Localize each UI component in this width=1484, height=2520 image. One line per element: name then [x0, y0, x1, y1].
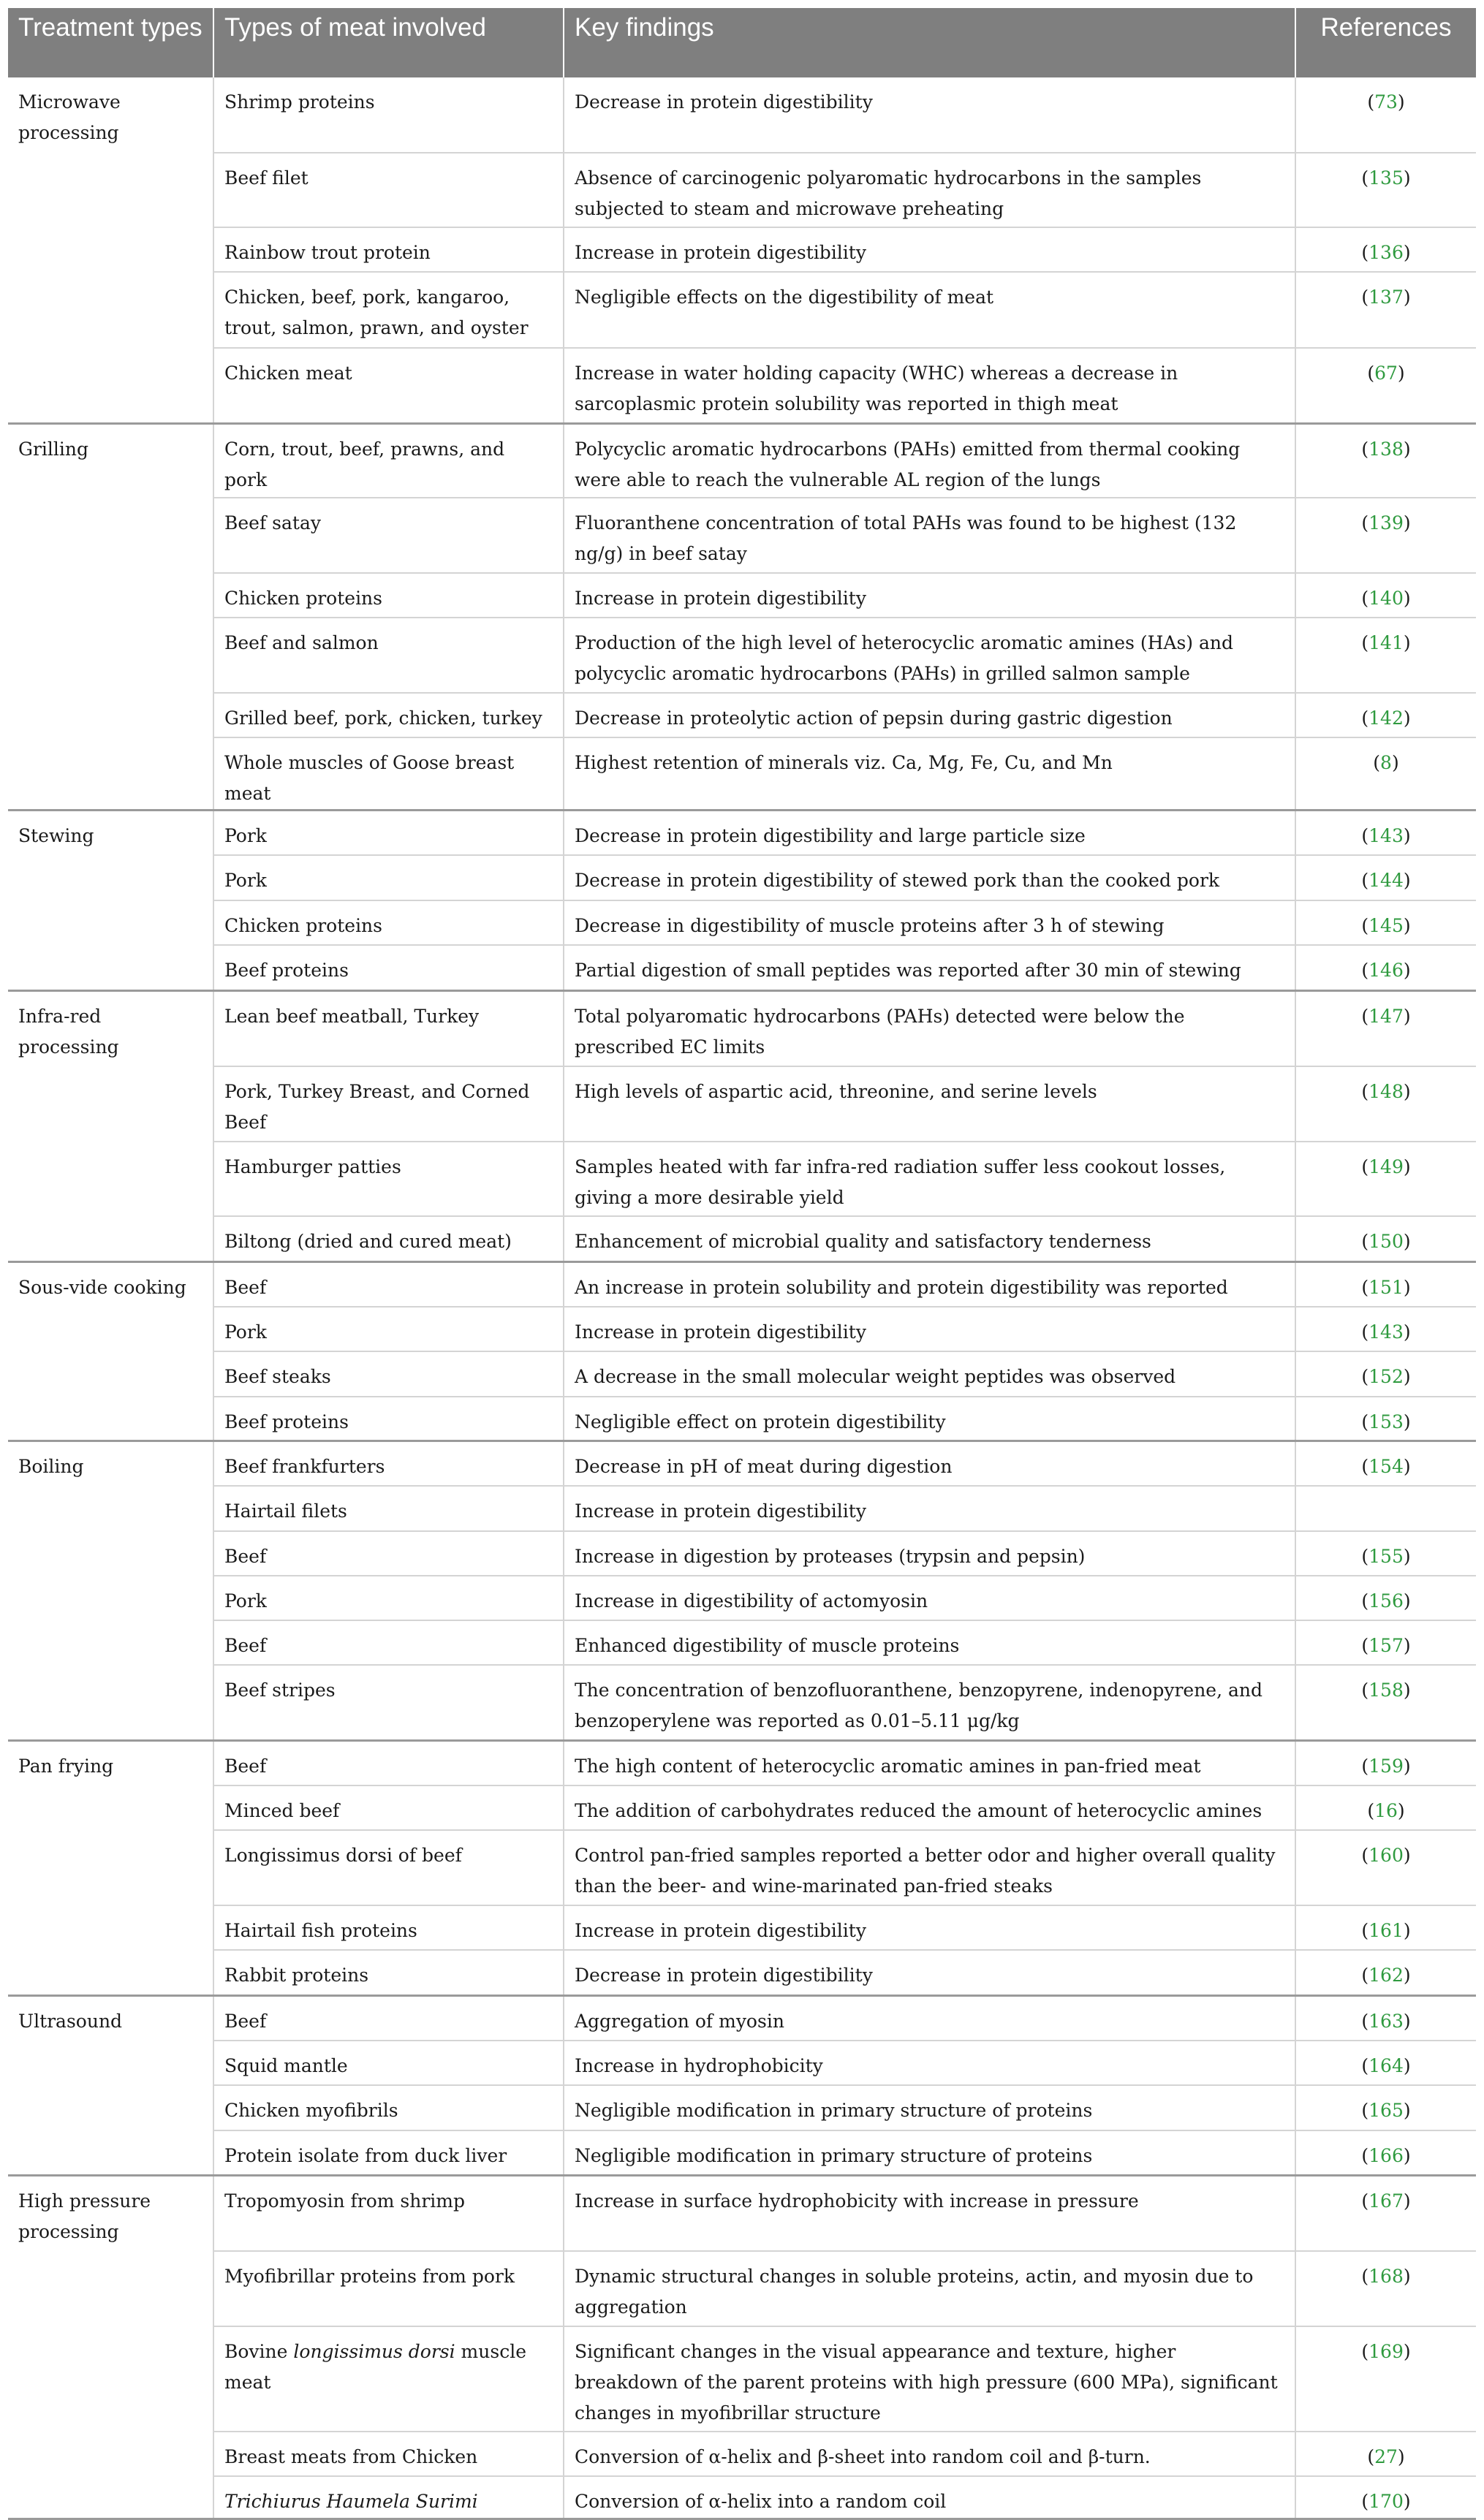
key-finding-cell: Increase in protein digestibility [564, 227, 1295, 272]
table-row [8, 1351, 1476, 1397]
key-finding-cell: A decrease in the small molecular weight peptides was observed [564, 1351, 1295, 1397]
treatment-type-cell: Microwave processing [8, 77, 213, 423]
treatment-type-cell: Stewing [8, 811, 213, 991]
key-finding-cell: Increase in protein digestibility [564, 1307, 1295, 1351]
table-row [8, 1996, 1476, 2041]
meat-type-cell: Whole muscles of Goose breast meat [213, 737, 564, 811]
reference-link[interactable]: 153 [1368, 1411, 1404, 1432]
key-finding-cell: Increase in digestibility of actomyosin [564, 1576, 1295, 1620]
treatment-type-cell: Infra-red processing [8, 991, 213, 1262]
table-row [8, 77, 1476, 153]
reference-cell: (135) [1295, 153, 1476, 227]
meat-type-cell: Corn, trout, beef, prawns, and pork [213, 423, 564, 498]
meat-type-cell: Beef proteins [213, 945, 564, 991]
meat-type-cell: Squid mantle [213, 2041, 564, 2085]
reference-cell: (154) [1295, 1441, 1476, 1486]
treatment-type-cell: Pan frying [8, 1741, 213, 1996]
reference-cell [1295, 1486, 1476, 1531]
key-finding-cell: Control pan-fried samples reported a better odor and higher overall quality than the beer- and wine-marinated pan-fried steaks [564, 1830, 1295, 1905]
meat-treatment-table [8, 8, 1476, 2520]
reference-link[interactable]: 143 [1368, 825, 1404, 846]
key-finding-cell: Total polyaromatic hydrocarbons (PAHs) detected were below the prescribed EC limits [564, 991, 1295, 1066]
table-row [8, 900, 1476, 945]
key-finding-cell: The high content of heterocyclic aromatic amines in pan-fried meat [564, 1741, 1295, 1785]
header-types-of-meat: Types of meat involved [213, 8, 564, 77]
reference-link[interactable]: 151 [1368, 1277, 1404, 1298]
table-row [8, 945, 1476, 991]
reference-link[interactable]: 144 [1368, 869, 1404, 891]
treatment-type-cell: Ultrasound [8, 1996, 213, 2176]
reference-link[interactable]: 166 [1368, 2144, 1404, 2166]
reference-cell: (164) [1295, 2041, 1476, 2085]
key-finding-cell: Negligible effect on protein digestibility [564, 1397, 1295, 1441]
meat-type-cell: Longissimus dorsi of beef [213, 1830, 564, 1905]
table-row [8, 1665, 1476, 1741]
table-row [8, 1441, 1476, 1486]
key-finding-cell: Decrease in protein digestibility and large particle size [564, 811, 1295, 855]
key-finding-cell: Negligible modification in primary structure of proteins [564, 2085, 1295, 2130]
reference-cell: (145) [1295, 900, 1476, 945]
table-row [8, 1142, 1476, 1216]
meat-type-cell: Beef proteins [213, 1397, 564, 1441]
meat-type-text: muscle meat [224, 2340, 526, 2393]
reference-cell: (155) [1295, 1531, 1476, 1576]
reference-cell: (160) [1295, 1830, 1476, 1905]
meat-type-cell: Beef steaks [213, 1351, 564, 1397]
table-row [8, 855, 1476, 900]
reference-link[interactable]: 139 [1368, 512, 1404, 534]
reference-cell: (151) [1295, 1262, 1476, 1307]
reference-link[interactable]: 162 [1368, 1964, 1404, 1986]
meat-type-cell: Chicken meat [213, 348, 564, 423]
table-row [8, 498, 1476, 573]
key-finding-cell: Negligible effects on the digestibility of meat [564, 272, 1295, 348]
meat-type-cell: Chicken myofibrils [213, 2085, 564, 2130]
reference-cell: (170) [1295, 2476, 1476, 2519]
reference-cell: (137) [1295, 272, 1476, 348]
reference-cell: (157) [1295, 1620, 1476, 1665]
key-finding-cell: An increase in protein solubility and protein digestibility was reported [564, 1262, 1295, 1307]
key-finding-cell: Decrease in digestibility of muscle proteins after 3 h of stewing [564, 900, 1295, 945]
meat-type-cell: Hairtail fish proteins [213, 1905, 564, 1950]
table-body [8, 77, 1476, 2519]
reference-link[interactable]: 67 [1374, 363, 1398, 384]
reference-cell: (153) [1295, 1397, 1476, 1441]
reference-cell: (144) [1295, 855, 1476, 900]
meat-type-text: Bovine [224, 2340, 294, 2362]
meat-type-cell: Chicken proteins [213, 573, 564, 618]
table-row [8, 1620, 1476, 1665]
meat-type-cell: Beef [213, 1262, 564, 1307]
meat-type-cell: Minced beef [213, 1785, 564, 1830]
meat-type-cell: Beef satay [213, 498, 564, 573]
table-row [8, 1397, 1476, 1441]
key-finding-cell: Increase in hydrophobicity [564, 2041, 1295, 2085]
reference-link[interactable]: 146 [1368, 959, 1404, 981]
meat-type-cell: Grilled beef, pork, chicken, turkey [213, 693, 564, 737]
key-finding-cell: The addition of carbohydrates reduced the amount of heterocyclic amines [564, 1785, 1295, 1830]
key-finding-cell: Absence of carcinogenic polyaromatic hydrocarbons in the samples subjected to steam and microwave preheating [564, 153, 1295, 227]
meat-type-cell: Protein isolate from duck liver [213, 2130, 564, 2176]
key-finding-cell: Decrease in protein digestibility [564, 77, 1295, 153]
meat-type-cell: Beef filet [213, 153, 564, 227]
table-row [8, 573, 1476, 618]
key-finding-cell: Increase in digestion by proteases (trypsin and pepsin) [564, 1531, 1295, 1576]
table-row [8, 2326, 1476, 2432]
table-row [8, 1066, 1476, 1142]
key-finding-cell: Decrease in pH of meat during digestion [564, 1441, 1295, 1486]
reference-cell: (147) [1295, 991, 1476, 1066]
meat-type-cell: Beef stripes [213, 1665, 564, 1741]
reference-cell: (139) [1295, 498, 1476, 573]
key-finding-cell: Dynamic structural changes in soluble proteins, actin, and myosin due to aggregation [564, 2251, 1295, 2326]
key-finding-cell: Significant changes in the visual appearance and texture, higher breakdown of the parent proteins with high pressure (600 MPa), significant changes in myofibrillar structure [564, 2326, 1295, 2432]
reference-cell: (136) [1295, 227, 1476, 272]
table-row [8, 2176, 1476, 2251]
key-finding-cell: Highest retention of minerals viz. Ca, Mg, Fe, Cu, and Mn [564, 737, 1295, 811]
reference-link[interactable]: 161 [1368, 1919, 1404, 1941]
reference-cell: (168) [1295, 2251, 1476, 2326]
reference-link[interactable]: 140 [1368, 588, 1404, 609]
meat-type-cell: Chicken, beef, pork, kangaroo, trout, salmon, prawn, and oyster [213, 272, 564, 348]
table-row [8, 737, 1476, 811]
reference-link[interactable]: 148 [1368, 1080, 1404, 1102]
reference-link[interactable]: 156 [1368, 1590, 1404, 1612]
table-row [8, 348, 1476, 423]
reference-link[interactable]: 136 [1368, 242, 1404, 263]
header-key-findings: Key findings [564, 8, 1295, 77]
reference-cell: (67) [1295, 348, 1476, 423]
key-finding-cell: Conversion of α-helix and β-sheet into random coil and β-turn. [564, 2432, 1295, 2476]
reference-cell: (159) [1295, 1741, 1476, 1785]
key-finding-cell: Partial digestion of small peptides was reported after 30 min of stewing [564, 945, 1295, 991]
meat-type-cell: Pork [213, 1576, 564, 1620]
meat-type-italic: longissimus dorsi [293, 2340, 455, 2362]
meat-type-cell: Hamburger patties [213, 1142, 564, 1216]
reference-link[interactable]: 152 [1368, 1365, 1404, 1387]
table-row [8, 423, 1476, 498]
reference-link[interactable]: 154 [1368, 1456, 1404, 1477]
key-finding-cell: Polycyclic aromatic hydrocarbons (PAHs) emitted from thermal cooking were able to reach the vulnerable AL region of the lungs [564, 423, 1295, 498]
table-row [8, 2085, 1476, 2130]
treatment-type-cell: High pressure processing [8, 2176, 213, 2519]
reference-link[interactable]: 147 [1368, 1006, 1404, 1027]
meat-type-cell: Beef and salmon [213, 618, 564, 693]
reference-cell: (156) [1295, 1576, 1476, 1620]
reference-link[interactable]: 27 [1374, 2445, 1398, 2467]
meat-type-cell [213, 2476, 564, 2519]
reference-link[interactable]: 159 [1368, 1756, 1404, 1777]
table-row [8, 618, 1476, 693]
header-references: References [1295, 8, 1476, 77]
key-finding-cell: Increase in protein digestibility [564, 1486, 1295, 1531]
key-finding-cell: Conversion of α-helix into a random coil [564, 2476, 1295, 2519]
reference-link[interactable]: 8 [1380, 752, 1392, 773]
reference-link[interactable]: 158 [1368, 1679, 1404, 1701]
reference-link[interactable]: 137 [1368, 286, 1404, 308]
reference-link[interactable]: 155 [1368, 1545, 1404, 1567]
reference-cell: (152) [1295, 1351, 1476, 1397]
key-finding-cell: Increase in protein digestibility [564, 573, 1295, 618]
header-row [8, 8, 1476, 77]
reference-cell: (149) [1295, 1142, 1476, 1216]
table-row [8, 811, 1476, 855]
table-row [8, 1576, 1476, 1620]
reference-cell: (16) [1295, 1785, 1476, 1830]
reference-cell: (148) [1295, 1066, 1476, 1142]
table-row [8, 1262, 1476, 1307]
reference-link[interactable]: 149 [1368, 1155, 1404, 1177]
table-row [8, 153, 1476, 227]
meat-type-cell: Rabbit proteins [213, 1950, 564, 1996]
reference-link[interactable]: 157 [1368, 1634, 1404, 1656]
reference-cell: (73) [1295, 77, 1476, 153]
meat-type-cell: Shrimp proteins [213, 77, 564, 153]
reference-cell: (166) [1295, 2130, 1476, 2176]
meat-type-cell: Tropomyosin from shrimp [213, 2176, 564, 2251]
reference-link[interactable]: 142 [1368, 707, 1404, 729]
key-finding-cell: Aggregation of myosin [564, 1996, 1295, 2041]
reference-cell: (27) [1295, 2432, 1476, 2476]
table-row [8, 693, 1476, 737]
key-finding-cell: Decrease in protein digestibility of stewed pork than the cooked pork [564, 855, 1295, 900]
meat-type-cell: Hairtail filets [213, 1486, 564, 1531]
reference-link[interactable]: 163 [1368, 2011, 1404, 2032]
table-row [8, 1741, 1476, 1785]
key-finding-cell: Enhanced digestibility of muscle proteins [564, 1620, 1295, 1665]
key-finding-cell: Decrease in protein digestibility [564, 1950, 1295, 1996]
reference-link[interactable]: 160 [1368, 1844, 1404, 1866]
reference-cell: (143) [1295, 1307, 1476, 1351]
reference-link[interactable]: 170 [1368, 2490, 1404, 2512]
key-finding-cell: Production of the high level of heterocyclic aromatic amines (HAs) and polycyclic aromatic hydrocarbons (PAHs) in grilled salmon sample [564, 618, 1295, 693]
table-row [8, 1486, 1476, 1531]
meat-type-cell: Pork [213, 855, 564, 900]
meat-type-cell: Beef [213, 1996, 564, 2041]
key-finding-cell: Samples heated with far infra-red radiation suffer less cookout losses, giving a more desirable yield [564, 1142, 1295, 1216]
meat-type-cell: Beef frankfurters [213, 1441, 564, 1486]
meat-type-cell: Breast meats from Chicken [213, 2432, 564, 2476]
key-finding-cell: Fluoranthene concentration of total PAHs was found to be highest (132 ng/g) in beef satay [564, 498, 1295, 573]
reference-link[interactable]: 150 [1368, 1230, 1404, 1252]
reference-cell: (143) [1295, 811, 1476, 855]
key-finding-cell: Increase in protein digestibility [564, 1905, 1295, 1950]
reference-cell: (167) [1295, 2176, 1476, 2251]
key-finding-cell: High levels of aspartic acid, threonine, and serine levels [564, 1066, 1295, 1142]
key-finding-cell: Enhancement of microbial quality and satisfactory tenderness [564, 1216, 1295, 1262]
meat-type-cell: Pork, Turkey Breast, and Corned Beef [213, 1066, 564, 1142]
table-row [8, 1905, 1476, 1950]
reference-cell: (169) [1295, 2326, 1476, 2432]
key-finding-cell: The concentration of benzofluoranthene, benzopyrene, indenopyrene, and benzoperylene was reported as 0.01–5.11 μg/kg [564, 1665, 1295, 1741]
table-row [8, 1531, 1476, 1576]
key-finding-cell: Increase in surface hydrophobicity with increase in pressure [564, 2176, 1295, 2251]
reference-link[interactable]: 145 [1368, 914, 1404, 936]
meat-type-cell: Biltong (dried and cured meat) [213, 1216, 564, 1262]
reference-link[interactable]: 169 [1368, 2340, 1404, 2362]
reference-cell: (150) [1295, 1216, 1476, 1262]
key-finding-cell: Negligible modification in primary structure of proteins [564, 2130, 1295, 2176]
table-row [8, 991, 1476, 1066]
table-row [8, 1950, 1476, 1996]
treatment-type-cell: Sous-vide cooking [8, 1262, 213, 1441]
table-row [8, 2041, 1476, 2085]
table-row [8, 1307, 1476, 1351]
meat-type-cell: Beef [213, 1741, 564, 1785]
reference-link[interactable]: 73 [1374, 91, 1398, 113]
reference-cell: (158) [1295, 1665, 1476, 1741]
reference-cell: (8) [1295, 737, 1476, 811]
meat-type-cell: Lean beef meatball, Turkey [213, 991, 564, 1066]
reference-link[interactable]: 16 [1374, 1799, 1398, 1821]
meat-type-cell: Beef [213, 1531, 564, 1576]
reference-link[interactable]: 143 [1368, 1321, 1404, 1343]
reference-cell: (163) [1295, 1996, 1476, 2041]
table-row [8, 2432, 1476, 2476]
reference-cell: (161) [1295, 1905, 1476, 1950]
reference-cell: (146) [1295, 945, 1476, 991]
meat-type-cell: Pork [213, 1307, 564, 1351]
reference-cell: (162) [1295, 1950, 1476, 1996]
table-row [8, 1830, 1476, 1905]
key-finding-cell: Decrease in proteolytic action of pepsin during gastric digestion [564, 693, 1295, 737]
treatment-type-cell: Boiling [8, 1441, 213, 1741]
reference-link[interactable]: 167 [1368, 2190, 1404, 2212]
reference-cell: (142) [1295, 693, 1476, 737]
reference-link[interactable]: 168 [1368, 2265, 1404, 2287]
reference-cell: (140) [1295, 573, 1476, 618]
table-row [8, 272, 1476, 348]
reference-cell: (138) [1295, 423, 1476, 498]
table-row [8, 2251, 1476, 2326]
table-row [8, 1216, 1476, 1262]
reference-cell: (165) [1295, 2085, 1476, 2130]
table-row [8, 2476, 1476, 2519]
treatment-type-cell: Grilling [8, 423, 213, 811]
meat-type-cell: Pork [213, 811, 564, 855]
reference-link[interactable]: 165 [1368, 2099, 1404, 2121]
header-treatment-types: Treatment types [8, 8, 213, 77]
meat-type-cell: Myofibrillar proteins from pork [213, 2251, 564, 2326]
reference-link[interactable]: 164 [1368, 2054, 1404, 2076]
key-finding-cell: Increase in water holding capacity (WHC) whereas a decrease in sarcoplasmic protein solubility was reported in thigh meat [564, 348, 1295, 423]
meat-type-cell: Chicken proteins [213, 900, 564, 945]
reference-link[interactable]: 135 [1368, 167, 1404, 189]
table-row [8, 2130, 1476, 2176]
table-row [8, 1785, 1476, 1830]
reference-link[interactable]: 138 [1368, 438, 1404, 460]
meat-type-cell: Beef [213, 1620, 564, 1665]
reference-cell: (141) [1295, 618, 1476, 693]
meat-type-cell: Rainbow trout protein [213, 227, 564, 272]
table-header [8, 8, 1476, 77]
meat-type-cell [213, 2326, 564, 2432]
reference-link[interactable]: 141 [1368, 632, 1404, 653]
meat-type-italic: Trichiurus Haumela Surimi [224, 2490, 478, 2512]
table-row [8, 227, 1476, 272]
